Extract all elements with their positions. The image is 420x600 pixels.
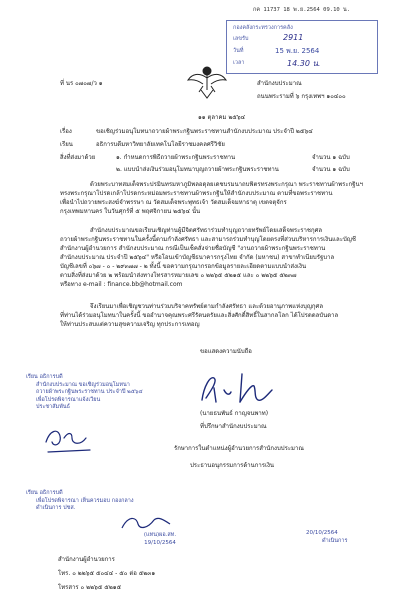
margin-note-1-line: ประชาสัมพันธ์ xyxy=(36,404,70,410)
margin-note-1-line: สำนักงบประมาณ ขอเชิญร่วมอนุโมทนา xyxy=(36,381,130,388)
stamp-office: กองคลังกระทรวงการคลัง xyxy=(233,25,293,31)
margin-note-4-line: ดำเนินการ xyxy=(322,537,348,544)
attachment-1: ๑. กำหนดการพิธีถวายผ้าพระกฐินพระราชทาน xyxy=(116,154,236,161)
document-date: ๑๑ ตุลาคม ๒๕๖๔ xyxy=(198,114,246,121)
signatory-position-1: ที่ปรึกษาสำนักงบประมาณ xyxy=(200,423,267,430)
paragraph-3 xyxy=(60,302,390,329)
attachment-2: ๒. แบบนำส่งเงินร่วมอนุโมทนาบุญถวายผ้าพระกฐินพระราชทาน xyxy=(116,166,279,173)
sender-address: ถนนพระรามที่ ๖ กรุงเทพฯ ๑๐๔๐๐ xyxy=(257,93,346,100)
margin-note-1-line: เรียน อธิการบดี xyxy=(26,374,63,380)
paragraph-2-line: หรือทาง e-mail : finance.bb@hotmail.com xyxy=(60,281,183,288)
paragraph-3-line: ที่ท่านได้ร่วมอนุโมทนาในครั้งนี้ ขออำนาจคุณพระศรีรัตนตรัยและสิ่งศักดิ์สิทธิ์ในสากลโลก ได้โปรดดลบันดาล xyxy=(60,312,339,319)
margin-note-2-line: เพื่อโปรดพิจารณา เห็นควรมอบ กองกลาง xyxy=(36,497,134,504)
margin-note-1 xyxy=(26,374,166,412)
stamp-number-value: 2911 xyxy=(283,33,304,42)
paragraph-1-line: ทรงพระกรุณาโปรดเกล้าโปรดกระหม่อมพระราชทานผ้าพระกฐินให้สำนักงบประมาณ ตามที่ขอพระราชทาน xyxy=(60,190,333,197)
paragraph-1-line: ด้วยพระบาทสมเด็จพระปรมินทรมหาภูมิพลอดุลยเดชบรมนาถบพิตรทรงพระกรุณา พระราชทานผ้าพระกฐินฯ xyxy=(90,181,363,188)
attachment-1-qty: จำนวน ๑ ฉบับ xyxy=(312,154,350,161)
attachments-label: สิ่งที่ส่งมาด้วย xyxy=(60,154,96,161)
stamp-time-label: เวลา xyxy=(233,60,245,66)
subject-label: เรื่อง xyxy=(60,128,72,135)
garuda-emblem-icon xyxy=(186,62,228,102)
handwritten-initials-2 xyxy=(118,512,174,534)
signatory-name: (นายธนพันธ์ กาญจนพาท) xyxy=(200,410,269,417)
contact-phone: โทร. ๐ ๒๒๖๕ ๕๐๔๔ - ๕๐ ต่อ ๕๒๓๑ xyxy=(58,570,156,577)
margin-note-3 xyxy=(120,532,200,547)
margin-note-2-line: ดำเนินการ ปชส. xyxy=(36,505,76,511)
margin-note-3-line: (แทน)ผอ.สท. xyxy=(143,532,177,538)
margin-note-1-line: ถวายผ้าพระกฐินพระราชทาน ประจำปี ๒๕๖๔ xyxy=(36,389,143,395)
margin-note-1-line: เพื่อโปรดพิจารณาแจ้งเวียน xyxy=(36,396,101,403)
stamp-date-label: วันที่ xyxy=(233,48,244,54)
signatory-position-2: รักษาการในตำแหน่งผู้อำนวยการสำนักงบประมาณ xyxy=(174,445,304,452)
signature xyxy=(196,368,286,408)
fax-header: กค 11737 18 พ.ย.2564 09.10 น. xyxy=(253,7,351,13)
contact-office: สำนักงานผู้อำนวยการ xyxy=(58,556,115,563)
stamp-number-label: เลขรับ xyxy=(233,36,249,42)
margin-note-2 xyxy=(26,490,176,513)
to-label: เรียน xyxy=(60,141,73,148)
closing: ขอแสดงความนับถือ xyxy=(200,348,252,355)
signatory-position-3: ประธานอนุกรรมการด้านการเงิน xyxy=(190,462,275,469)
sender-office: สำนักงบประมาณ xyxy=(257,80,302,87)
receiving-stamp xyxy=(226,20,378,74)
paragraph-3-line: จึงเรียนมาเพื่อเชิญชวนท่านร่วมบริจาคทรัพย์ตามกำลังศรัทธา และด้วยอานุภาพแห่งบุญกุศล xyxy=(90,303,324,310)
contact-fax: โทรสาร ๐ ๒๒๖๕ ๕๒๑๕ xyxy=(58,584,122,591)
paragraph-2 xyxy=(60,226,390,289)
paragraph-2-line: สำนักงบประมาณ ประจำปี ๒๕๖๔" หรือโอนเข้าบัญชีธนาคารกรุงไทย จำกัด (มหาชน) สาขาทำเนียบรัฐบาล xyxy=(60,254,335,261)
paragraph-2-line: บัญชีเลขที่ ๐๖๗ - ๐ - ๒๙๓๗๗ - ๒ ทั้งนี้ ขอความกรุณากรอกข้อมูลรายละเอียดตามแบบนำส่งเงิน xyxy=(60,263,307,270)
attachment-2-qty: จำนวน ๑ ฉบับ xyxy=(312,166,350,173)
handwritten-initials-1 xyxy=(40,418,100,458)
margin-note-2-line: เรียน อธิการบดี xyxy=(26,490,63,496)
stamp-time-value: 14.30 น. xyxy=(287,59,321,68)
paragraph-3-line: ให้ท่านประสบแต่ความสุขความเจริญ ทุกประการเทอญ xyxy=(60,321,200,328)
paragraph-2-line: สำนักงบประมาณขอเรียนเชิญท่านผู้มีจิตศรัทธาร่วมทำบุญถวายทรัพย์โดยเสด็จพระราชกุศล xyxy=(90,227,323,234)
paragraph-2-line: สำนักงานผู้อำนวยการ สำนักงบประมาณ กรณีเป็นเช็คสั่งจ่ายชื่อบัญชี "งานถวายผ้าพระกฐินพระราชทาน xyxy=(60,245,326,252)
paragraph-1 xyxy=(60,180,390,216)
to-text: อธิการบดีมหาวิทยาลัยเทคโนโลยีราชมงคลศรีวิชัย xyxy=(96,141,225,148)
paragraph-1-line: กรุงเทพมหานคร ในวันศุกร์ที่ ๕ พฤศจิกายน ๒๕๖๔ นั้น xyxy=(60,208,201,215)
margin-note-4 xyxy=(306,530,386,545)
paragraph-1-line: เพื่อนำไปถวายพระสงฆ์จำพรรษา ณ วัดสมเด็จพระพุทธเจ้า วัดสมเด็จมหาธาตุ เขตจตุจักร xyxy=(60,199,287,206)
paragraph-2-line: ถวายผ้าพระกฐินพระราชทานในครั้งนี้ตามกำลังศรัทธา และสามารถร่วมทำบุญโดยตรงที่ส่วนบริหารการเงินและบัญชี xyxy=(60,236,356,243)
document-number: ที่ นร ๐๗๐๗/ว ๑ xyxy=(60,80,103,87)
paragraph-2-line: ตามสิ่งที่ส่งมาด้วย ๒ พร้อมนำส่งทางโทรสารหมายเลข ๐ ๒๒๖๕ ๕๒๑๕ และ ๐ ๒๒๖๕ ๕๒๓๗ xyxy=(60,272,297,279)
stamp-date-value: 15 พ.ย. 2564 xyxy=(275,47,320,55)
subject-text: ขอเชิญร่วมอนุโมทนาถวายผ้าพระกฐินพระราชทานสำนักงบประมาณ ประจำปี ๒๕๖๔ xyxy=(96,128,313,135)
margin-note-3-line: 19/10/2564 xyxy=(144,539,176,546)
margin-note-4-line: 20/10/2564 xyxy=(306,530,338,536)
